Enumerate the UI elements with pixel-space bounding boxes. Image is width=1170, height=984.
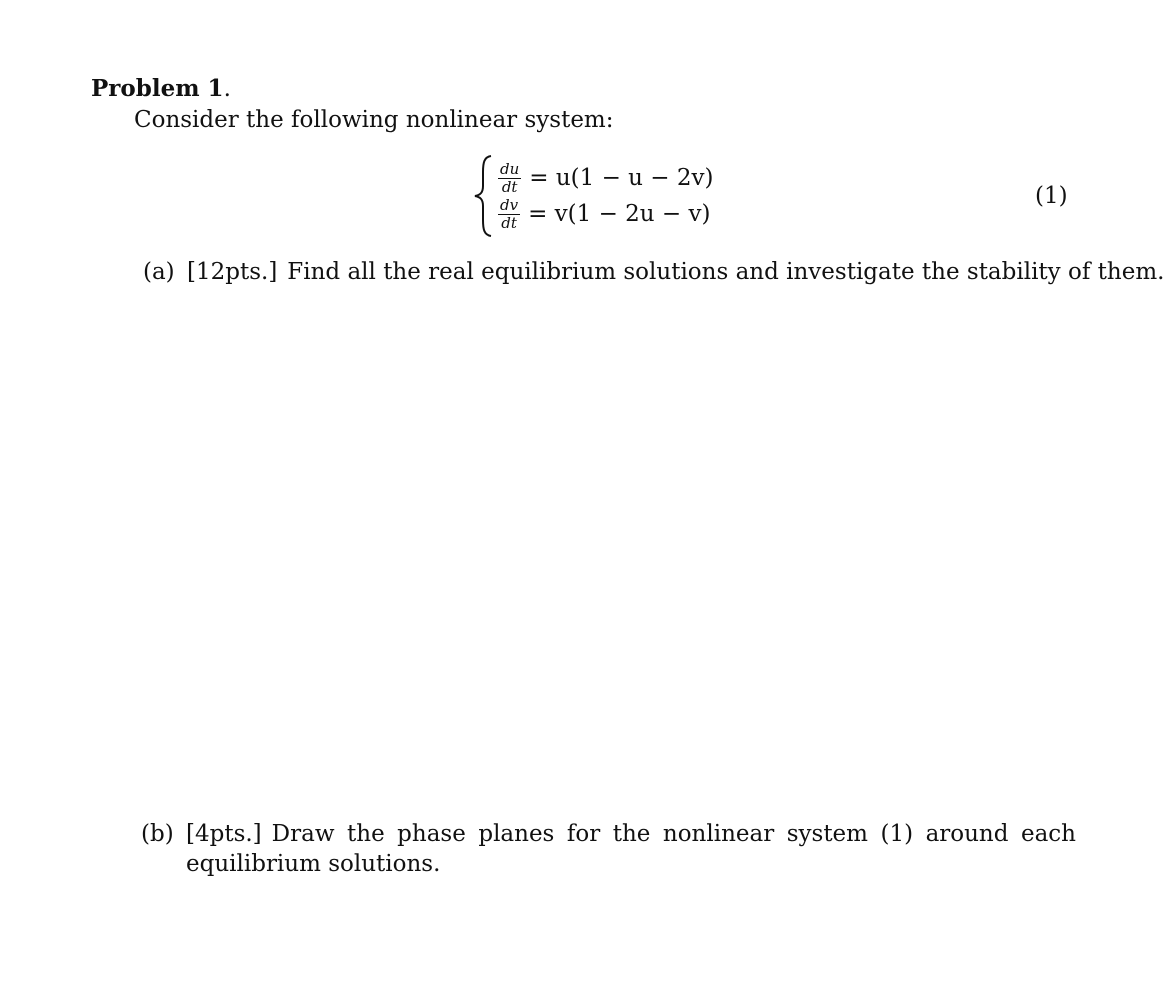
part-a-marker: (a) bbox=[143, 259, 175, 285]
equation-system bbox=[472, 154, 792, 238]
problem-intro: Consider the following nonlinear system: bbox=[134, 107, 614, 133]
problem-title bbox=[91, 74, 231, 104]
equation-number: (1) bbox=[1035, 183, 1068, 209]
problem-heading: Problem 1 bbox=[91, 75, 224, 102]
equation-rhs: = u(1 − u − 2v) bbox=[529, 165, 714, 191]
equation-row-1 bbox=[498, 160, 713, 196]
left-brace-icon bbox=[472, 154, 496, 238]
part-b-text: Draw the phase planes for the nonlinear system (1) around each equilibrium solutions. bbox=[186, 821, 1076, 877]
derivative-du-dt bbox=[498, 159, 521, 196]
derivative-dv-dt bbox=[498, 195, 520, 232]
fraction-denominator: dt bbox=[501, 213, 517, 232]
fraction-denominator: dt bbox=[501, 177, 518, 196]
problem-heading-punct: . bbox=[223, 76, 231, 102]
part-a-text: Find all the real equilibrium solutions and investigate the stability of them. bbox=[287, 259, 1165, 285]
part-b-marker: (b) bbox=[141, 821, 174, 847]
part-a-points: [12pts.] bbox=[187, 259, 278, 285]
equation-row-2 bbox=[498, 196, 710, 232]
equation-rhs: = v(1 − 2u − v) bbox=[528, 201, 711, 227]
fraction-numerator: du bbox=[500, 159, 520, 178]
part-a bbox=[143, 257, 1164, 287]
part-b-points: [4pts.] bbox=[186, 821, 262, 847]
fraction-numerator: dv bbox=[500, 195, 519, 214]
part-b bbox=[186, 819, 1076, 879]
